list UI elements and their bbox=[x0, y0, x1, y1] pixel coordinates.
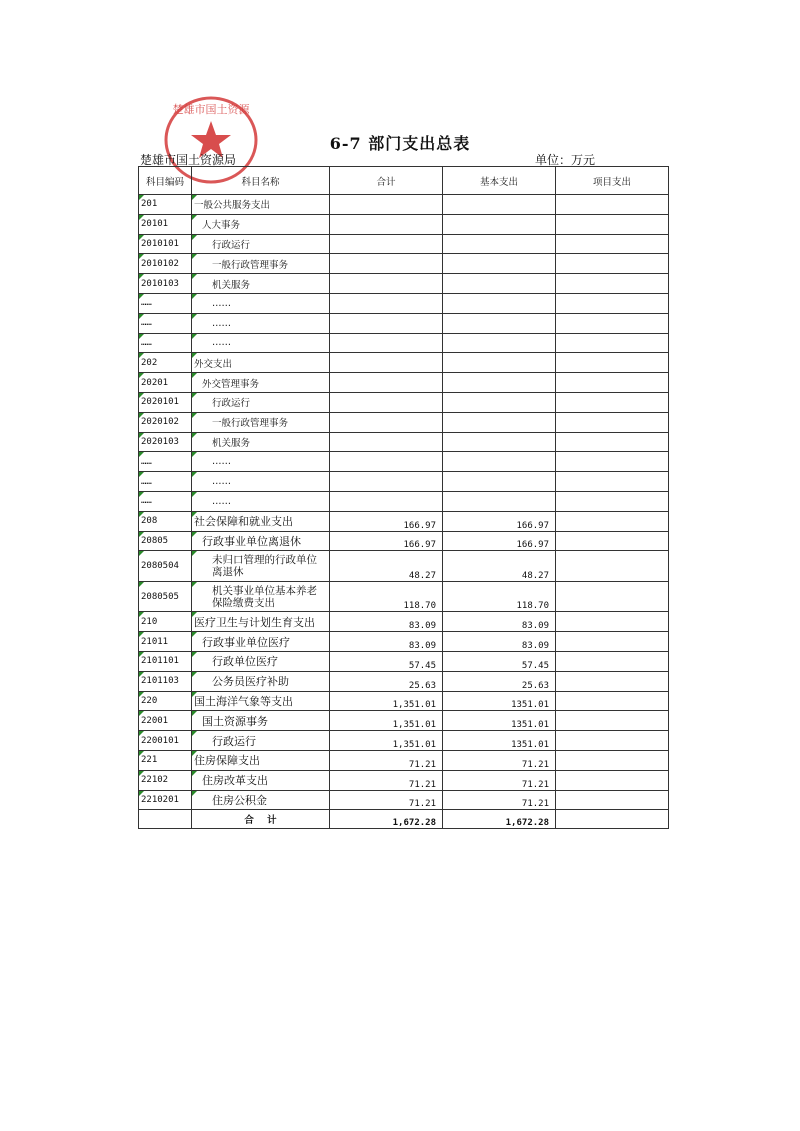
cell-marker-icon bbox=[139, 433, 144, 438]
project-cell bbox=[556, 531, 669, 551]
name-cell: 社会保障和就业支出 bbox=[192, 511, 330, 531]
cell-marker-icon bbox=[139, 195, 144, 200]
code-cell: …… bbox=[139, 293, 192, 313]
total-cell: 166.97 bbox=[330, 531, 443, 551]
table-row bbox=[139, 671, 669, 691]
table-row bbox=[139, 293, 669, 313]
table-row bbox=[139, 651, 669, 671]
total-cell: 118.70 bbox=[330, 581, 443, 612]
table-row bbox=[139, 234, 669, 254]
name-cell: 行政运行 bbox=[192, 731, 330, 751]
total-cell bbox=[330, 373, 443, 393]
name-cell: …… bbox=[192, 491, 330, 511]
code-cell: 20201 bbox=[139, 373, 192, 393]
code-cell: …… bbox=[139, 313, 192, 333]
table-row bbox=[139, 581, 669, 612]
code-cell: 2101101 bbox=[139, 651, 192, 671]
total-row bbox=[139, 810, 669, 829]
project-cell bbox=[556, 234, 669, 254]
cell-marker-icon bbox=[139, 373, 144, 378]
table-row bbox=[139, 392, 669, 412]
project-cell bbox=[556, 313, 669, 333]
total-code-cell bbox=[139, 810, 192, 829]
cell-marker-icon bbox=[192, 692, 197, 697]
cell-marker-icon bbox=[139, 235, 144, 240]
name-cell: 行政单位医疗 bbox=[192, 651, 330, 671]
basic-cell bbox=[443, 491, 556, 511]
basic-cell bbox=[443, 333, 556, 353]
table-row bbox=[139, 551, 669, 582]
code-cell: 201 bbox=[139, 195, 192, 215]
cell-marker-icon bbox=[139, 532, 144, 537]
cell-marker-icon bbox=[192, 672, 197, 677]
cell-marker-icon bbox=[192, 512, 197, 517]
project-cell bbox=[556, 731, 669, 751]
code-cell: 2020101 bbox=[139, 392, 192, 412]
basic-cell bbox=[443, 452, 556, 472]
basic-cell: 1351.01 bbox=[443, 691, 556, 711]
cell-marker-icon bbox=[192, 215, 197, 220]
project-cell bbox=[556, 651, 669, 671]
name-cell: 行政事业单位离退休 bbox=[192, 531, 330, 551]
code-cell: 221 bbox=[139, 750, 192, 770]
table-header-row bbox=[139, 167, 669, 195]
basic-cell: 166.97 bbox=[443, 511, 556, 531]
table-row bbox=[139, 632, 669, 652]
cell-marker-icon bbox=[192, 751, 197, 756]
basic-cell: 71.21 bbox=[443, 770, 556, 790]
project-cell bbox=[556, 691, 669, 711]
code-cell: …… bbox=[139, 491, 192, 511]
total-cell: 83.09 bbox=[330, 632, 443, 652]
cell-marker-icon bbox=[139, 512, 144, 517]
total-cell: 57.45 bbox=[330, 651, 443, 671]
cell-marker-icon bbox=[192, 582, 197, 587]
total-cell: 71.21 bbox=[330, 750, 443, 770]
project-cell bbox=[556, 195, 669, 215]
total-label: 合 计 bbox=[192, 810, 330, 829]
name-cell: 国土资源事务 bbox=[192, 711, 330, 731]
total-cell bbox=[330, 313, 443, 333]
name-cell: 公务员医疗补助 bbox=[192, 671, 330, 691]
cell-marker-icon bbox=[139, 612, 144, 617]
name-cell: 一般公共服务支出 bbox=[192, 195, 330, 215]
table-row bbox=[139, 531, 669, 551]
code-cell: 2010103 bbox=[139, 274, 192, 294]
total-cell bbox=[330, 491, 443, 511]
code-cell: 202 bbox=[139, 353, 192, 373]
basic-cell bbox=[443, 254, 556, 274]
cell-marker-icon bbox=[192, 334, 197, 339]
code-cell: 2200101 bbox=[139, 731, 192, 751]
basic-cell bbox=[443, 313, 556, 333]
table-row bbox=[139, 511, 669, 531]
table-row bbox=[139, 313, 669, 333]
basic-cell bbox=[443, 412, 556, 432]
code-cell: 2020102 bbox=[139, 412, 192, 432]
project-cell bbox=[556, 333, 669, 353]
name-cell: …… bbox=[192, 452, 330, 472]
name-cell: 行政事业单位医疗 bbox=[192, 632, 330, 652]
code-cell: 2020103 bbox=[139, 432, 192, 452]
total-cell bbox=[330, 195, 443, 215]
unit-label: 单位：万元 bbox=[535, 153, 596, 167]
cell-marker-icon bbox=[139, 294, 144, 299]
cell-marker-icon bbox=[192, 492, 197, 497]
name-cell: 国土海洋气象等支出 bbox=[192, 691, 330, 711]
basic-cell bbox=[443, 392, 556, 412]
name-cell: 行政运行 bbox=[192, 392, 330, 412]
basic-cell: 48.27 bbox=[443, 551, 556, 582]
project-cell bbox=[556, 274, 669, 294]
table-row bbox=[139, 333, 669, 353]
code-cell: 22102 bbox=[139, 770, 192, 790]
table-row bbox=[139, 612, 669, 632]
cell-marker-icon bbox=[139, 632, 144, 637]
cell-marker-icon bbox=[139, 582, 144, 587]
total-cell bbox=[330, 392, 443, 412]
cell-marker-icon bbox=[192, 612, 197, 617]
basic-cell bbox=[443, 234, 556, 254]
name-cell: 行政运行 bbox=[192, 234, 330, 254]
cell-marker-icon bbox=[192, 314, 197, 319]
project-cell bbox=[556, 412, 669, 432]
cell-marker-icon bbox=[139, 711, 144, 716]
cell-marker-icon bbox=[139, 472, 144, 477]
code-cell: 208 bbox=[139, 511, 192, 531]
code-cell: …… bbox=[139, 472, 192, 492]
cell-marker-icon bbox=[192, 632, 197, 637]
basic-cell bbox=[443, 195, 556, 215]
svg-text:楚雄市国土资源: 楚雄市国土资源 bbox=[172, 103, 250, 116]
code-cell: 22001 bbox=[139, 711, 192, 731]
project-cell bbox=[556, 373, 669, 393]
cell-marker-icon bbox=[139, 551, 144, 556]
project-cell bbox=[556, 671, 669, 691]
table-row bbox=[139, 353, 669, 373]
code-cell: 21011 bbox=[139, 632, 192, 652]
project-cell bbox=[556, 551, 669, 582]
cell-marker-icon bbox=[192, 274, 197, 279]
project-cell bbox=[556, 581, 669, 612]
basic-cell bbox=[443, 373, 556, 393]
total-cell bbox=[330, 293, 443, 313]
cell-marker-icon bbox=[139, 731, 144, 736]
total-cell bbox=[330, 333, 443, 353]
cell-marker-icon bbox=[139, 314, 144, 319]
table-row bbox=[139, 452, 669, 472]
name-cell: …… bbox=[192, 333, 330, 353]
code-cell: 2101103 bbox=[139, 671, 192, 691]
total-cell: 25.63 bbox=[330, 671, 443, 691]
table-row bbox=[139, 254, 669, 274]
basic-cell bbox=[443, 472, 556, 492]
cell-marker-icon bbox=[192, 373, 197, 378]
total-cell bbox=[330, 254, 443, 274]
table-row bbox=[139, 472, 669, 492]
total-cell: 1,351.01 bbox=[330, 691, 443, 711]
column-header: 合计 bbox=[330, 167, 443, 195]
cell-marker-icon bbox=[139, 692, 144, 697]
expenditure-table bbox=[138, 166, 669, 829]
total-cell bbox=[330, 432, 443, 452]
table-row bbox=[139, 274, 669, 294]
table-row bbox=[139, 790, 669, 810]
grand-basic-cell: 1,672.28 bbox=[443, 810, 556, 829]
code-cell: 210 bbox=[139, 612, 192, 632]
column-header: 基本支出 bbox=[443, 167, 556, 195]
cell-marker-icon bbox=[192, 472, 197, 477]
cell-marker-icon bbox=[192, 235, 197, 240]
project-cell bbox=[556, 750, 669, 770]
cell-marker-icon bbox=[139, 492, 144, 497]
basic-cell bbox=[443, 353, 556, 373]
total-cell bbox=[330, 412, 443, 432]
name-cell: 机关服务 bbox=[192, 274, 330, 294]
code-cell: 220 bbox=[139, 691, 192, 711]
cell-marker-icon bbox=[192, 652, 197, 657]
name-cell: 一般行政管理事务 bbox=[192, 412, 330, 432]
cell-marker-icon bbox=[139, 274, 144, 279]
cell-marker-icon bbox=[192, 413, 197, 418]
name-cell: 住房保障支出 bbox=[192, 750, 330, 770]
table-row bbox=[139, 432, 669, 452]
name-cell: 外交管理事务 bbox=[192, 373, 330, 393]
total-cell bbox=[330, 274, 443, 294]
table-row bbox=[139, 412, 669, 432]
basic-cell: 166.97 bbox=[443, 531, 556, 551]
cell-marker-icon bbox=[139, 393, 144, 398]
name-cell: …… bbox=[192, 293, 330, 313]
cell-marker-icon bbox=[139, 652, 144, 657]
basic-cell: 1351.01 bbox=[443, 731, 556, 751]
cell-marker-icon bbox=[192, 353, 197, 358]
cell-marker-icon bbox=[192, 452, 197, 457]
cell-marker-icon bbox=[139, 672, 144, 677]
project-cell bbox=[556, 214, 669, 234]
project-cell bbox=[556, 632, 669, 652]
total-cell: 1,351.01 bbox=[330, 731, 443, 751]
cell-marker-icon bbox=[192, 254, 197, 259]
name-cell: 机关事业单位基本养老保险缴费支出 bbox=[192, 581, 330, 612]
basic-cell: 83.09 bbox=[443, 612, 556, 632]
project-cell bbox=[556, 452, 669, 472]
cell-marker-icon bbox=[139, 334, 144, 339]
table-row bbox=[139, 750, 669, 770]
name-cell: 机关服务 bbox=[192, 432, 330, 452]
basic-cell bbox=[443, 293, 556, 313]
name-cell: 住房改革支出 bbox=[192, 770, 330, 790]
project-cell bbox=[556, 392, 669, 412]
basic-cell: 1351.01 bbox=[443, 711, 556, 731]
project-cell bbox=[556, 472, 669, 492]
table-row bbox=[139, 711, 669, 731]
table-row bbox=[139, 214, 669, 234]
cell-marker-icon bbox=[192, 791, 197, 796]
column-header: 项目支出 bbox=[556, 167, 669, 195]
total-cell: 1,351.01 bbox=[330, 711, 443, 731]
project-cell bbox=[556, 432, 669, 452]
total-cell bbox=[330, 472, 443, 492]
table-row bbox=[139, 770, 669, 790]
basic-cell: 57.45 bbox=[443, 651, 556, 671]
basic-cell bbox=[443, 214, 556, 234]
basic-cell: 83.09 bbox=[443, 632, 556, 652]
table-row bbox=[139, 373, 669, 393]
table-row bbox=[139, 195, 669, 215]
grand-total-cell: 1,672.28 bbox=[330, 810, 443, 829]
project-cell bbox=[556, 770, 669, 790]
cell-marker-icon bbox=[192, 711, 197, 716]
page-title: 6-7 部门支出总表 bbox=[329, 134, 471, 153]
basic-cell bbox=[443, 432, 556, 452]
code-cell: 2080505 bbox=[139, 581, 192, 612]
code-cell: 2010101 bbox=[139, 234, 192, 254]
cell-marker-icon bbox=[139, 771, 144, 776]
column-header: 科目名称 bbox=[192, 167, 330, 195]
code-cell: 2210201 bbox=[139, 790, 192, 810]
project-cell bbox=[556, 293, 669, 313]
total-cell: 48.27 bbox=[330, 551, 443, 582]
cell-marker-icon bbox=[192, 532, 197, 537]
cell-marker-icon bbox=[139, 413, 144, 418]
column-header: 科目编码 bbox=[139, 167, 192, 195]
code-cell: 20805 bbox=[139, 531, 192, 551]
cell-marker-icon bbox=[192, 731, 197, 736]
project-cell bbox=[556, 711, 669, 731]
code-cell: 2010102 bbox=[139, 254, 192, 274]
cell-marker-icon bbox=[192, 195, 197, 200]
cell-marker-icon bbox=[139, 452, 144, 457]
basic-cell: 71.21 bbox=[443, 750, 556, 770]
total-cell: 71.21 bbox=[330, 790, 443, 810]
basic-cell: 118.70 bbox=[443, 581, 556, 612]
cell-marker-icon bbox=[139, 353, 144, 358]
name-cell: 外交支出 bbox=[192, 353, 330, 373]
project-cell bbox=[556, 491, 669, 511]
total-cell: 83.09 bbox=[330, 612, 443, 632]
organization-name: 楚雄市国土资源局 bbox=[140, 153, 237, 167]
basic-cell bbox=[443, 274, 556, 294]
grand-project-cell bbox=[556, 810, 669, 829]
project-cell bbox=[556, 511, 669, 531]
name-cell: 未归口管理的行政单位离退休 bbox=[192, 551, 330, 582]
project-cell bbox=[556, 353, 669, 373]
table-row bbox=[139, 691, 669, 711]
name-cell: …… bbox=[192, 472, 330, 492]
code-cell: …… bbox=[139, 452, 192, 472]
name-cell: 住房公积金 bbox=[192, 790, 330, 810]
cell-marker-icon bbox=[192, 771, 197, 776]
cell-marker-icon bbox=[139, 254, 144, 259]
basic-cell: 71.21 bbox=[443, 790, 556, 810]
project-cell bbox=[556, 254, 669, 274]
name-cell: …… bbox=[192, 313, 330, 333]
total-cell bbox=[330, 353, 443, 373]
cell-marker-icon bbox=[192, 294, 197, 299]
total-cell: 166.97 bbox=[330, 511, 443, 531]
cell-marker-icon bbox=[139, 791, 144, 796]
name-cell: 医疗卫生与计划生育支出 bbox=[192, 612, 330, 632]
cell-marker-icon bbox=[139, 751, 144, 756]
total-cell: 71.21 bbox=[330, 770, 443, 790]
project-cell bbox=[556, 612, 669, 632]
cell-marker-icon bbox=[192, 433, 197, 438]
cell-marker-icon bbox=[192, 393, 197, 398]
code-cell: 2080504 bbox=[139, 551, 192, 582]
basic-cell: 25.63 bbox=[443, 671, 556, 691]
code-cell: …… bbox=[139, 333, 192, 353]
cell-marker-icon bbox=[139, 215, 144, 220]
name-cell: 人大事务 bbox=[192, 214, 330, 234]
total-cell bbox=[330, 234, 443, 254]
table-row bbox=[139, 491, 669, 511]
cell-marker-icon bbox=[192, 551, 197, 556]
total-cell bbox=[330, 214, 443, 234]
project-cell bbox=[556, 790, 669, 810]
code-cell: 20101 bbox=[139, 214, 192, 234]
table-row bbox=[139, 731, 669, 751]
name-cell: 一般行政管理事务 bbox=[192, 254, 330, 274]
total-cell bbox=[330, 452, 443, 472]
